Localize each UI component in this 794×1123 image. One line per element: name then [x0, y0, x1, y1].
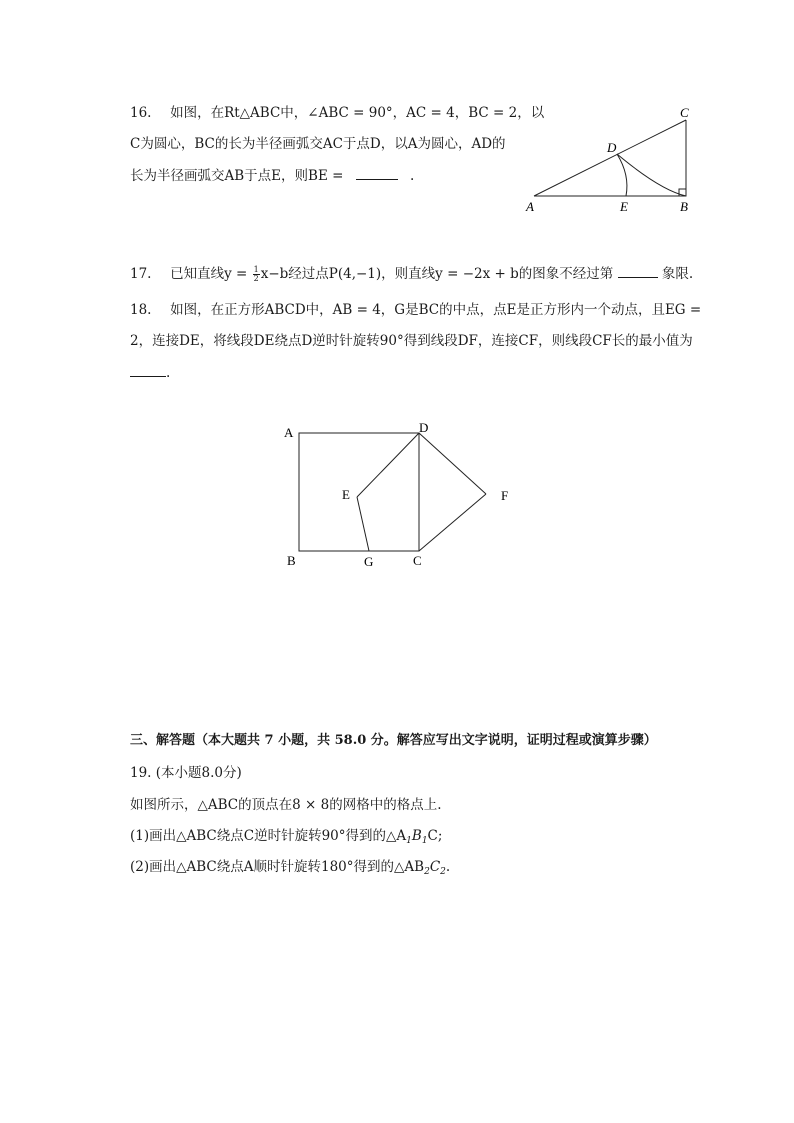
q17-number: 17.: [130, 266, 152, 282]
q16-line2: [130, 134, 506, 154]
q18-segment-de: [357, 433, 419, 497]
q19-part2: [130, 857, 450, 882]
q18-label-f: F: [501, 488, 509, 503]
q17-part3: 象限.: [661, 266, 694, 282]
q18-text-line2: 2，连接DE，将线段DE绕点D逆时针旋转90°得到线段DF，连接CF，则线段CF长的最小值为: [130, 333, 693, 349]
q19-part1-end: C;: [427, 828, 443, 844]
q18-number: 18.: [130, 302, 152, 318]
q18-figure: [270, 415, 530, 580]
q18-period: .: [166, 365, 171, 381]
q19-part2-c: C: [429, 859, 441, 875]
q17-part1: 已知直线y =: [170, 266, 248, 282]
q18-label-d: D: [419, 420, 429, 435]
q19-part1: [130, 826, 442, 851]
q19-part1-b: B: [411, 828, 422, 844]
q19-part2-sub1: 2: [424, 867, 430, 877]
q18-line1: [130, 300, 701, 320]
q18-label-e: E: [342, 487, 350, 502]
q19-part1-sub1: 1: [406, 836, 412, 846]
q16-label-e: E: [620, 199, 628, 214]
q18-label-b: B: [287, 553, 296, 568]
section3-heading: 三、解答题（本大题共 7 小题，共 58.0 分。解答应写出文字说明，证明过程或演算步骤）: [130, 733, 657, 748]
q19-part2-text: (2)画出△ABC绕点A顺时针旋转180°得到的△AB: [130, 859, 425, 875]
q18-label-g: G: [364, 554, 374, 569]
q16-answer-blank[interactable]: [356, 165, 398, 180]
q16-label-d: D: [607, 140, 617, 155]
q16-text-line2: C为圆心，BC的长为半径画弧交AC于点D，以A为圆心，AD的: [130, 136, 506, 152]
q18-segment-eg: [357, 497, 369, 551]
q17-frac-den: 2: [253, 274, 259, 283]
q16-text-line1: 如图，在Rt△ABC中，∠ABC = 90°，AC = 4，BC = 2，以: [170, 105, 545, 121]
q16-segment-ac: [534, 120, 686, 196]
q19-part1-sub2: 1: [421, 836, 428, 846]
q17-answer-blank[interactable]: [618, 263, 658, 278]
q16-label-b: B: [680, 199, 688, 214]
q18-square-abcd: [299, 433, 419, 551]
q16-number: 16.: [130, 105, 152, 121]
q19-intro: 如图所示，△ABC的顶点在8 × 8的网格中的格点上.: [130, 797, 442, 813]
q18-label-c: C: [413, 553, 422, 568]
q18-label-a: A: [284, 425, 294, 440]
q16-line1: [130, 103, 544, 123]
q17-frac-num: 1: [253, 265, 259, 274]
q18-text-line1: 如图，在正方形ABCD中，AB = 4，G是BC的中点，点E是正方形内一个动点，且EG =: [170, 302, 702, 318]
q17-part2: x−b经过点P(4,−1)，则直线y = −2x + b的图象不经过第: [260, 266, 614, 282]
q19-header: 19. (本小题8.0分): [130, 765, 242, 781]
q18-segment-fc: [419, 494, 486, 551]
q19-part2-sub2: 2: [440, 867, 446, 877]
q18-line3: [130, 362, 170, 383]
q16-figure: [520, 100, 700, 215]
q18-line2: [130, 331, 693, 351]
q18-answer-blank[interactable]: [130, 362, 166, 377]
q17-fraction: [253, 266, 260, 283]
q16-line3: [130, 165, 414, 186]
q18-segment-df: [419, 433, 486, 494]
q19-part2-end: .: [445, 859, 451, 875]
q16-period: .: [410, 168, 415, 184]
q16-label-a: A: [526, 199, 534, 214]
q17-line: [130, 263, 693, 284]
q16-label-c: C: [680, 105, 689, 120]
q19-part1-text: (1)画出△ABC绕点C逆时针旋转90°得到的△A: [130, 828, 407, 844]
q16-arc-c: [617, 154, 686, 196]
q16-text-line3: 长为半径画弧交AB于点E，则BE =: [130, 168, 344, 184]
